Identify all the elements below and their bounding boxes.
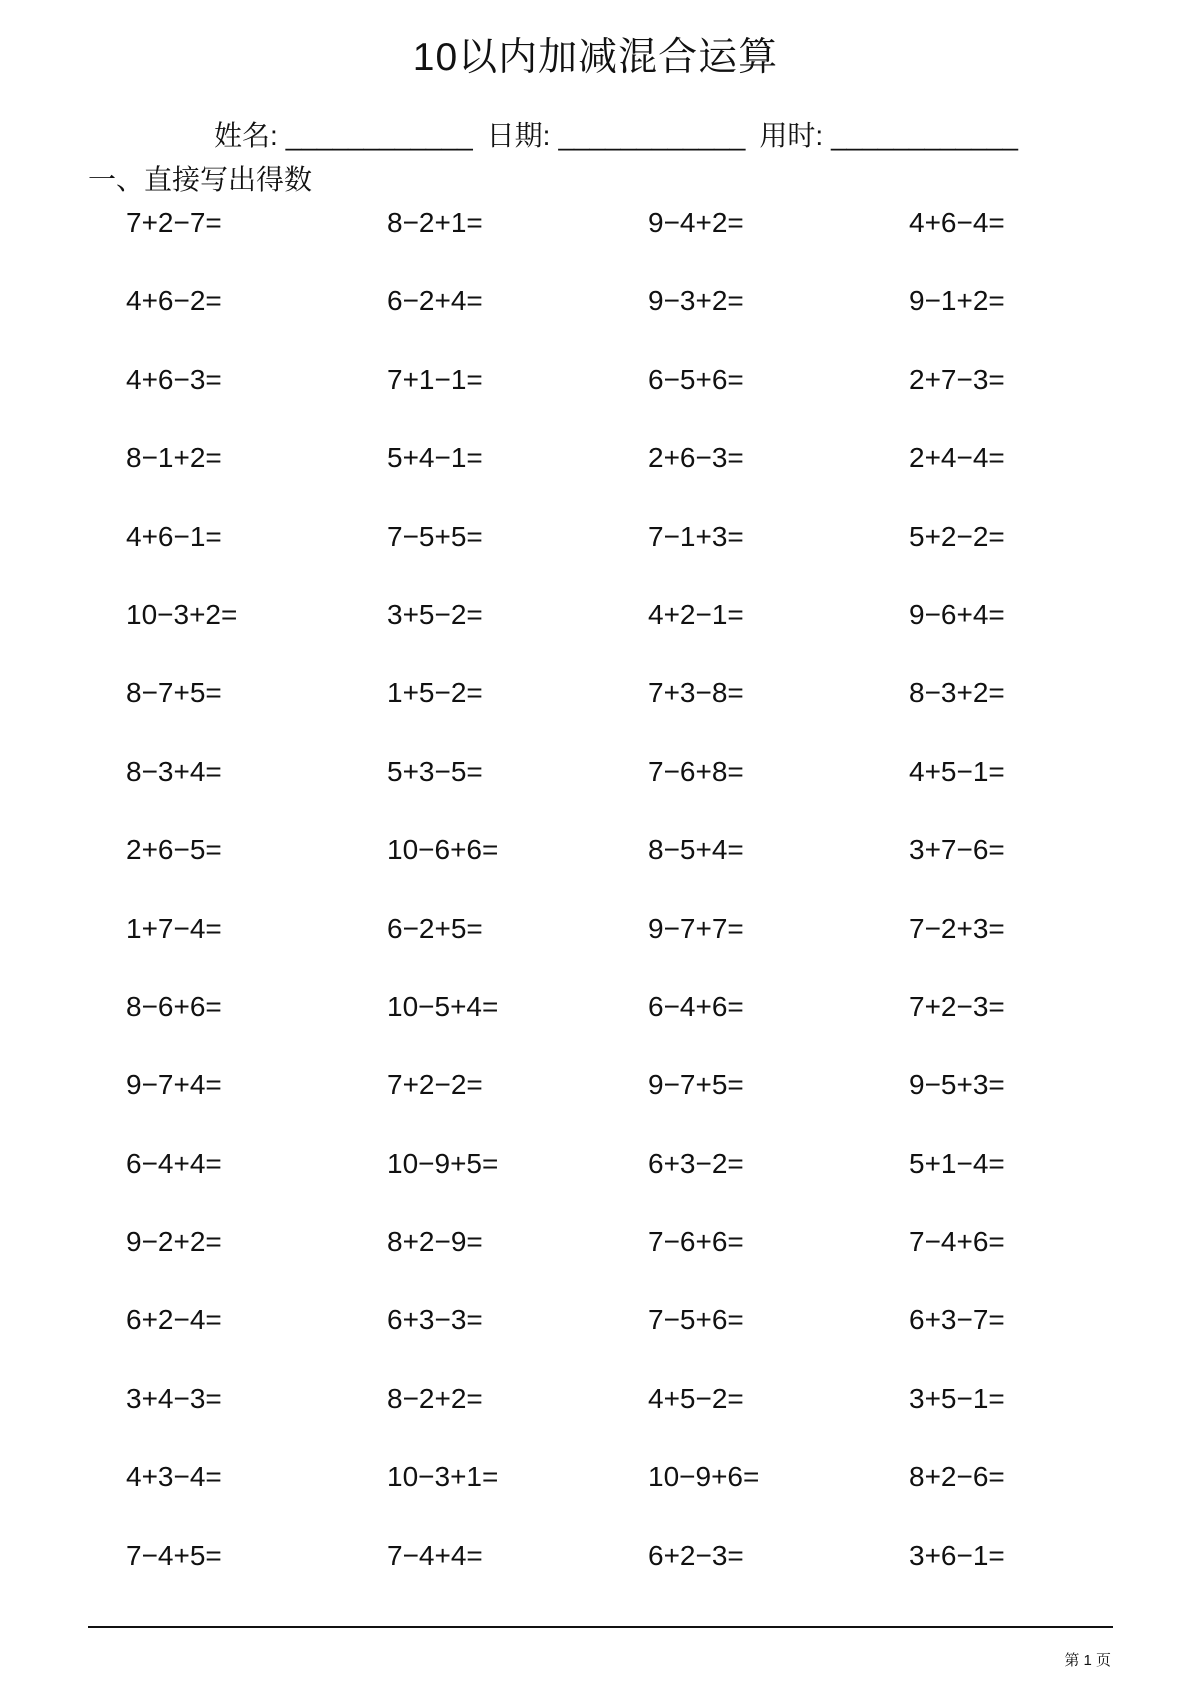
student-info-row xyxy=(214,118,1032,154)
problem-item: 3+7−6= xyxy=(909,834,1005,866)
problem-item: 8−2+2= xyxy=(387,1382,483,1414)
problem-item: 8−3+4= xyxy=(126,755,222,787)
problem-item: 6+3−2= xyxy=(648,1147,744,1179)
problem-item: 6+2−3= xyxy=(648,1539,744,1571)
problem-item: 9−3+2= xyxy=(648,285,744,317)
problem-item: 9−5+3= xyxy=(909,1069,1005,1101)
problem-item: 9−4+2= xyxy=(648,207,744,238)
problem-item: 7+2−3= xyxy=(909,990,1005,1022)
problem-item: 5+1−4= xyxy=(909,1147,1005,1179)
problem-item: 6−4+4= xyxy=(126,1147,222,1179)
problem-item: 4+6−3= xyxy=(126,363,222,395)
problem-item: 7−6+8= xyxy=(648,755,744,787)
date-label: 日期: xyxy=(486,120,551,151)
problem-item: 7+3−8= xyxy=(648,677,744,709)
problem-item: 2+7−3= xyxy=(909,363,1005,395)
problem-item: 10−9+6= xyxy=(648,1461,760,1493)
problem-item: 7−2+3= xyxy=(909,912,1005,944)
problem-item: 3+4−3= xyxy=(126,1382,222,1414)
problem-item: 4+6−2= xyxy=(126,285,222,317)
problem-item: 4+6−1= xyxy=(126,520,222,552)
problem-item: 6−2+5= xyxy=(387,912,483,944)
problem-item: 10−9+5= xyxy=(387,1147,499,1179)
page-number: 第 1 页 xyxy=(1064,1652,1111,1669)
name-field xyxy=(214,118,473,154)
problem-item: 4+3−4= xyxy=(126,1461,222,1493)
problem-item: 3+5−1= xyxy=(909,1382,1005,1414)
problem-item: 6+3−7= xyxy=(909,1304,1005,1336)
problem-item: 2+4−4= xyxy=(909,442,1005,474)
problem-item: 6+2−4= xyxy=(126,1304,222,1336)
worksheet-title: 10以内加减混合运算 xyxy=(412,36,779,79)
problem-item: 1+5−2= xyxy=(387,677,483,709)
problem-item: 4+5−2= xyxy=(648,1382,744,1414)
time-field xyxy=(759,118,1018,154)
problem-item: 9−1+2= xyxy=(909,285,1005,317)
problem-item: 9−7+7= xyxy=(648,912,744,944)
problem-item: 9−6+4= xyxy=(909,598,1005,630)
name-label: 姓名: xyxy=(214,120,278,151)
problem-item: 8+2−9= xyxy=(387,1226,483,1258)
problem-item: 8−7+5= xyxy=(126,677,222,709)
problem-item: 7+2−7= xyxy=(126,207,222,238)
problem-item: 7+2−2= xyxy=(387,1069,483,1101)
problem-item: 6−5+6= xyxy=(648,363,744,395)
time-label: 用时: xyxy=(759,120,824,151)
footer-divider xyxy=(88,1626,1113,1628)
problem-item: 3+5−2= xyxy=(387,598,483,630)
problem-item: 8−2+1= xyxy=(387,207,483,238)
problem-item: 10−6+6= xyxy=(387,834,499,866)
problem-item: 9−7+5= xyxy=(648,1069,744,1101)
problem-item: 8−5+4= xyxy=(648,834,744,866)
problem-item: 7−5+6= xyxy=(648,1304,744,1336)
problem-item: 10−3+1= xyxy=(387,1461,499,1493)
problem-item: 7−4+6= xyxy=(909,1226,1005,1258)
problem-item: 5+2−2= xyxy=(909,520,1005,552)
time-blank: ____________ xyxy=(831,120,1018,151)
problem-item: 4+5−1= xyxy=(909,755,1005,787)
problem-item: 5+3−5= xyxy=(387,755,483,787)
problem-item: 4+2−1= xyxy=(648,598,744,630)
problem-item: 7−6+6= xyxy=(648,1226,744,1258)
problem-item: 7−5+5= xyxy=(387,520,483,552)
problem-item: 6−2+4= xyxy=(387,285,483,317)
problem-item: 6+3−3= xyxy=(387,1304,483,1336)
problem-item: 7−4+4= xyxy=(387,1539,483,1571)
problem-item: 10−5+4= xyxy=(387,990,499,1022)
section-heading: 一、直接写出得数 xyxy=(88,164,313,195)
problem-item: 5+4−1= xyxy=(387,442,483,474)
problem-item: 9−2+2= xyxy=(126,1226,222,1258)
problem-item: 2+6−5= xyxy=(126,834,222,866)
problem-item: 4+6−4= xyxy=(909,207,1005,238)
problem-item: 10−3+2= xyxy=(126,598,238,630)
name-blank: ____________ xyxy=(285,120,473,151)
problem-grid xyxy=(126,203,1126,1614)
problem-item: 7+1−1= xyxy=(387,363,483,395)
date-field xyxy=(487,118,746,154)
problem-item: 6−4+6= xyxy=(648,990,744,1022)
problem-item: 9−7+4= xyxy=(126,1069,222,1101)
problem-item: 8−3+2= xyxy=(909,677,1005,709)
problem-item: 8−1+2= xyxy=(126,442,222,474)
problem-item: 7−1+3= xyxy=(648,520,744,552)
problem-item: 1+7−4= xyxy=(126,912,222,944)
date-blank: ____________ xyxy=(558,120,746,151)
problem-item: 3+6−1= xyxy=(909,1539,1005,1571)
problem-item: 8−6+6= xyxy=(126,990,222,1022)
problem-item: 7−4+5= xyxy=(126,1539,222,1571)
problem-item: 2+6−3= xyxy=(648,442,744,474)
problem-item: 8+2−6= xyxy=(909,1461,1005,1493)
